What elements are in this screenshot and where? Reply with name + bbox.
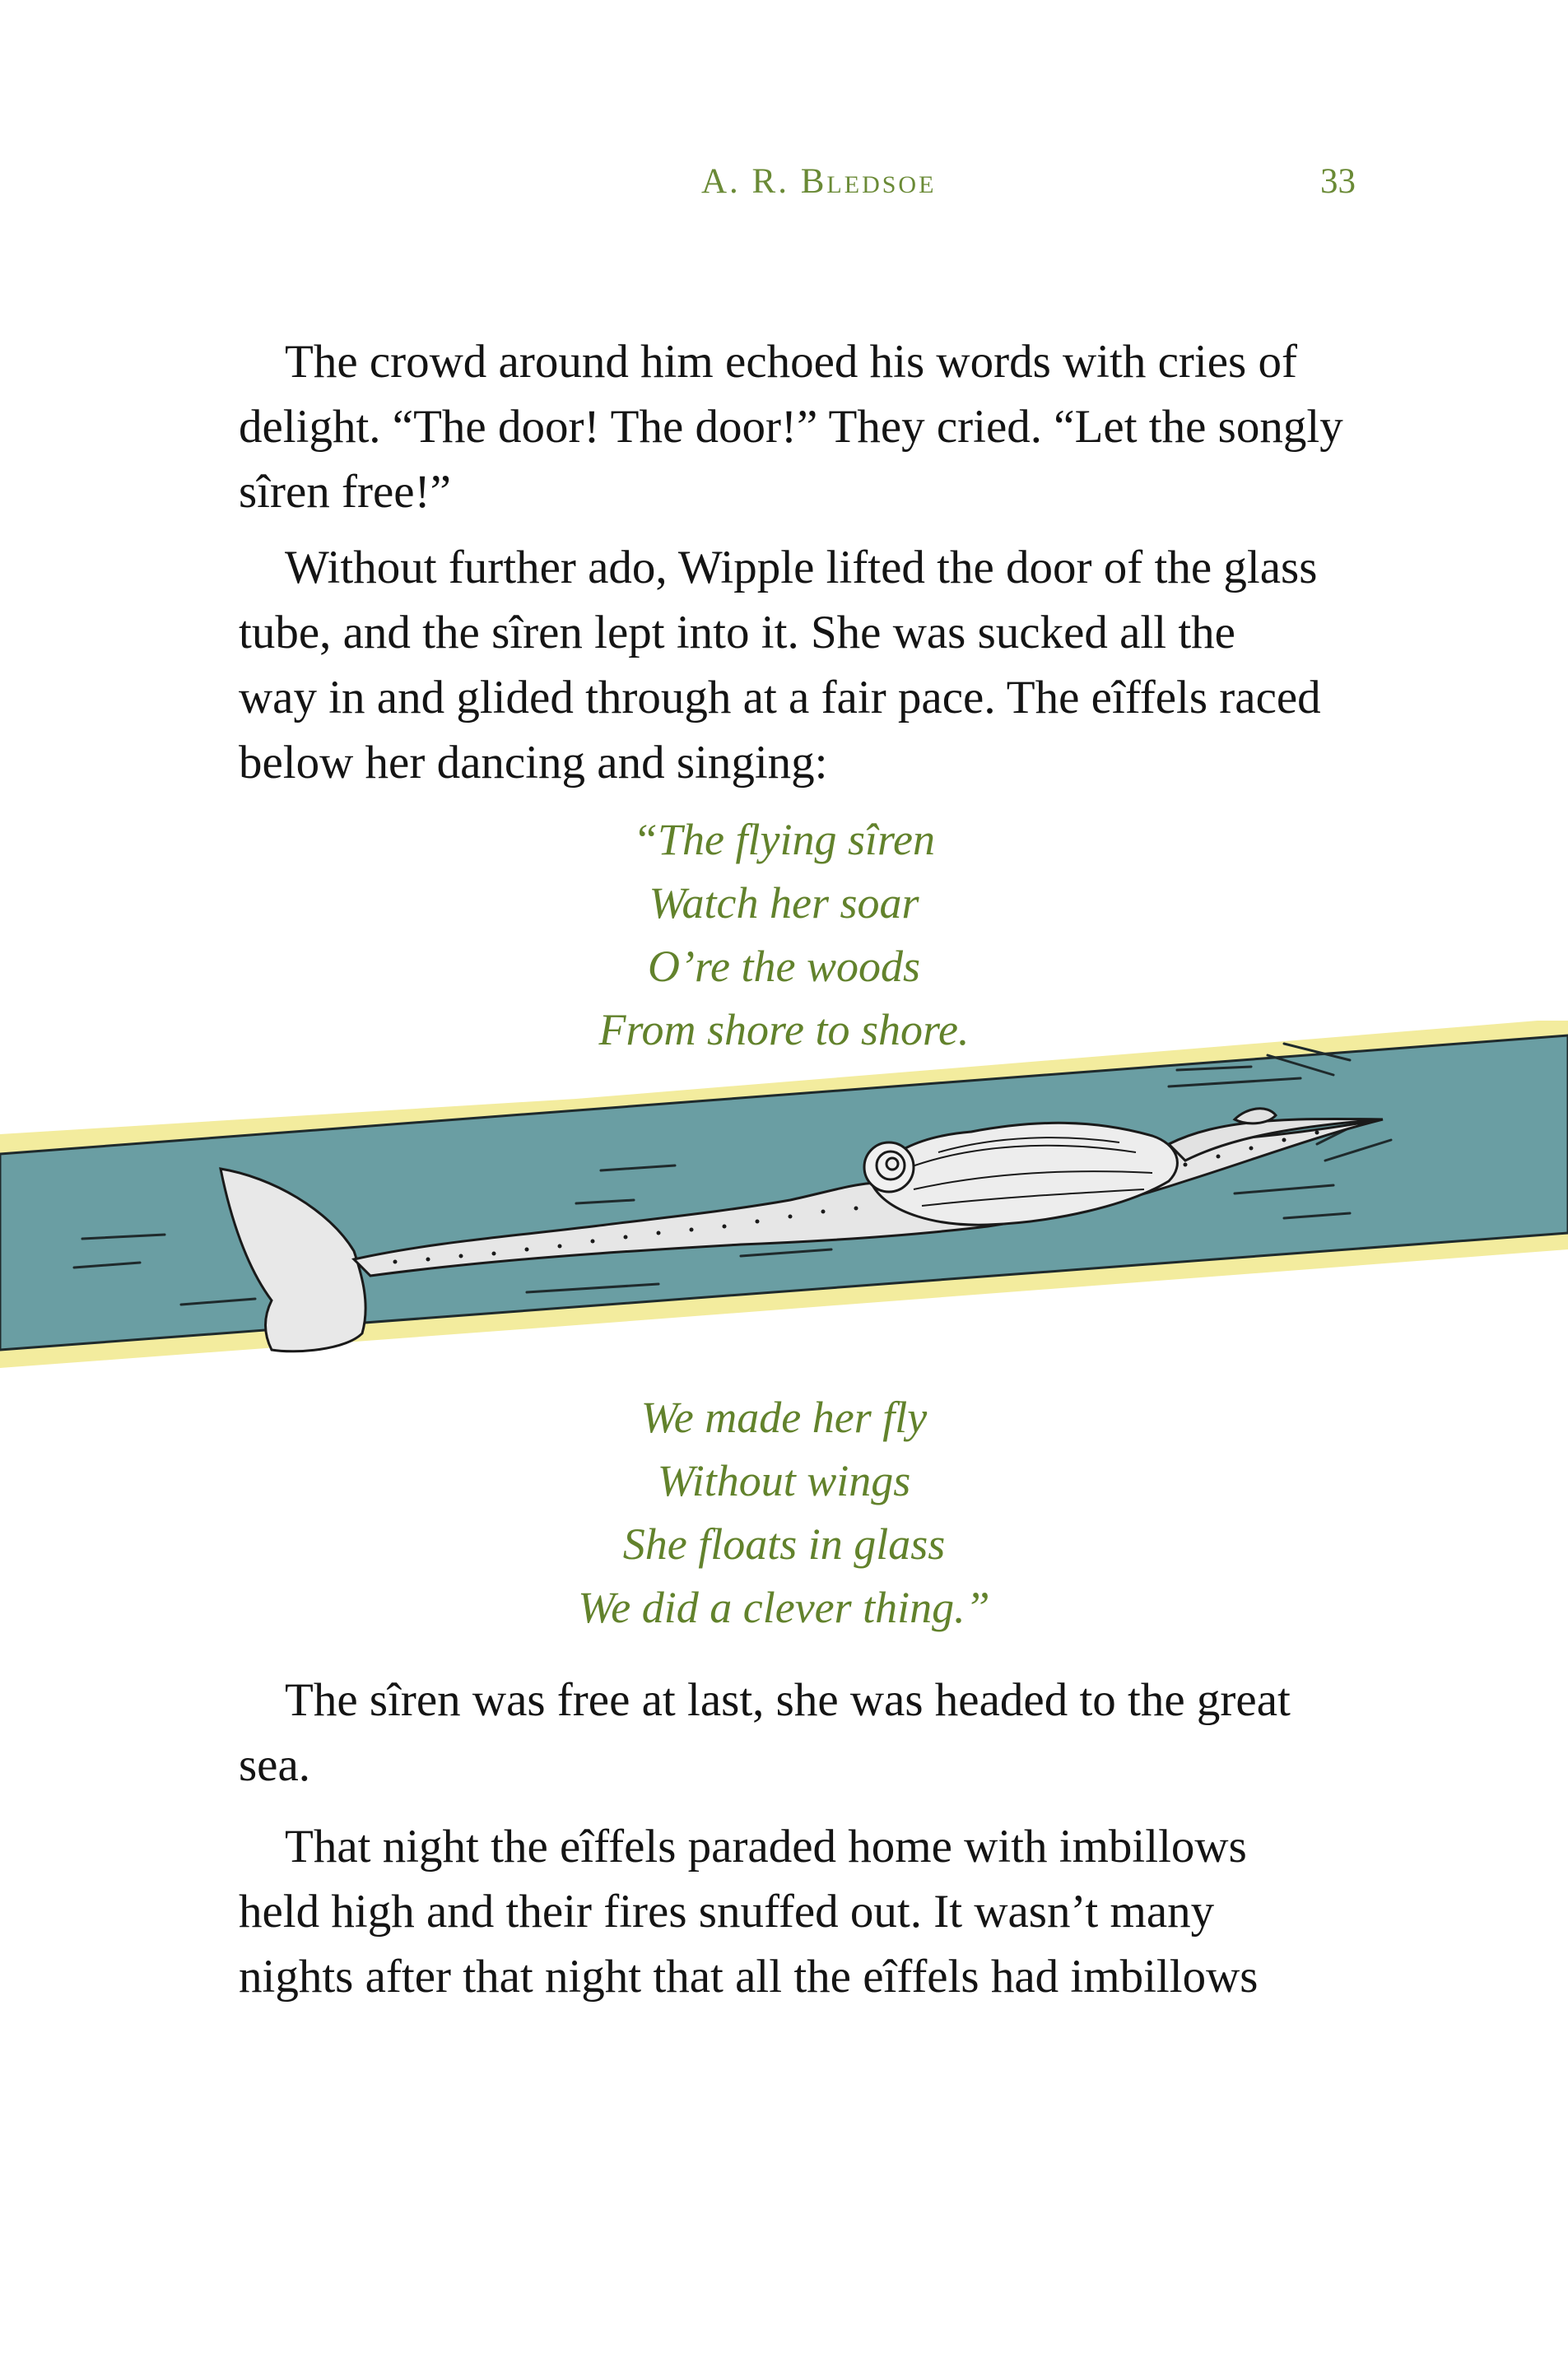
paragraph-3: [239, 1668, 1375, 1798]
paragraph-2: [239, 535, 1375, 795]
verse-line: Without wings: [657, 1456, 911, 1505]
siren-in-glass-tube-illustration: [0, 1021, 1568, 1383]
text-line: nights after that night that all the eîffels had imbillows: [239, 1951, 1259, 2003]
text-line: way in and glided through at a fair pace. The eîffels raced: [239, 672, 1321, 723]
text-line: delight. “The door! The door!” They cried. “Let the songly: [239, 401, 1343, 453]
paragraph-1: [239, 329, 1375, 524]
author-name: A. R. Bledsoe: [701, 162, 937, 201]
text-line: sea.: [239, 1739, 311, 1791]
page-number: 33: [1320, 162, 1356, 201]
hair-curl: [864, 1142, 914, 1192]
verse-line: From shore to shore.: [598, 1005, 970, 1054]
verse-line: Watch her soar: [649, 878, 919, 928]
text-line: tube, and the sîren lept into it. She was sucked all the: [239, 607, 1235, 658]
verse-line: O’re the woods: [648, 942, 920, 991]
text-line: sîren free!”: [239, 466, 451, 518]
verse-line: “The flying sîren: [632, 815, 935, 864]
song-verse-2: [0, 1386, 1568, 1640]
text-line: held high and their fires snuffed out. It wasn’t many: [239, 1886, 1215, 1938]
verse-line: She floats in glass: [622, 1519, 946, 1569]
text-line: below her dancing and singing:: [239, 737, 828, 789]
running-header: [0, 161, 1568, 211]
verse-line: We did a clever thing.”: [578, 1583, 990, 1632]
text-line: The crowd around him echoed his words with cries of: [285, 336, 1297, 388]
text-line: That night the eîffels paraded home with imbillows: [285, 1821, 1247, 1873]
paragraph-4: [239, 1814, 1375, 2009]
verse-line: We made her fly: [640, 1393, 928, 1442]
text-line: Without further ado, Wipple lifted the door of the glass: [285, 542, 1318, 593]
text-line: The sîren was free at last, she was headed to the great: [285, 1674, 1291, 1726]
